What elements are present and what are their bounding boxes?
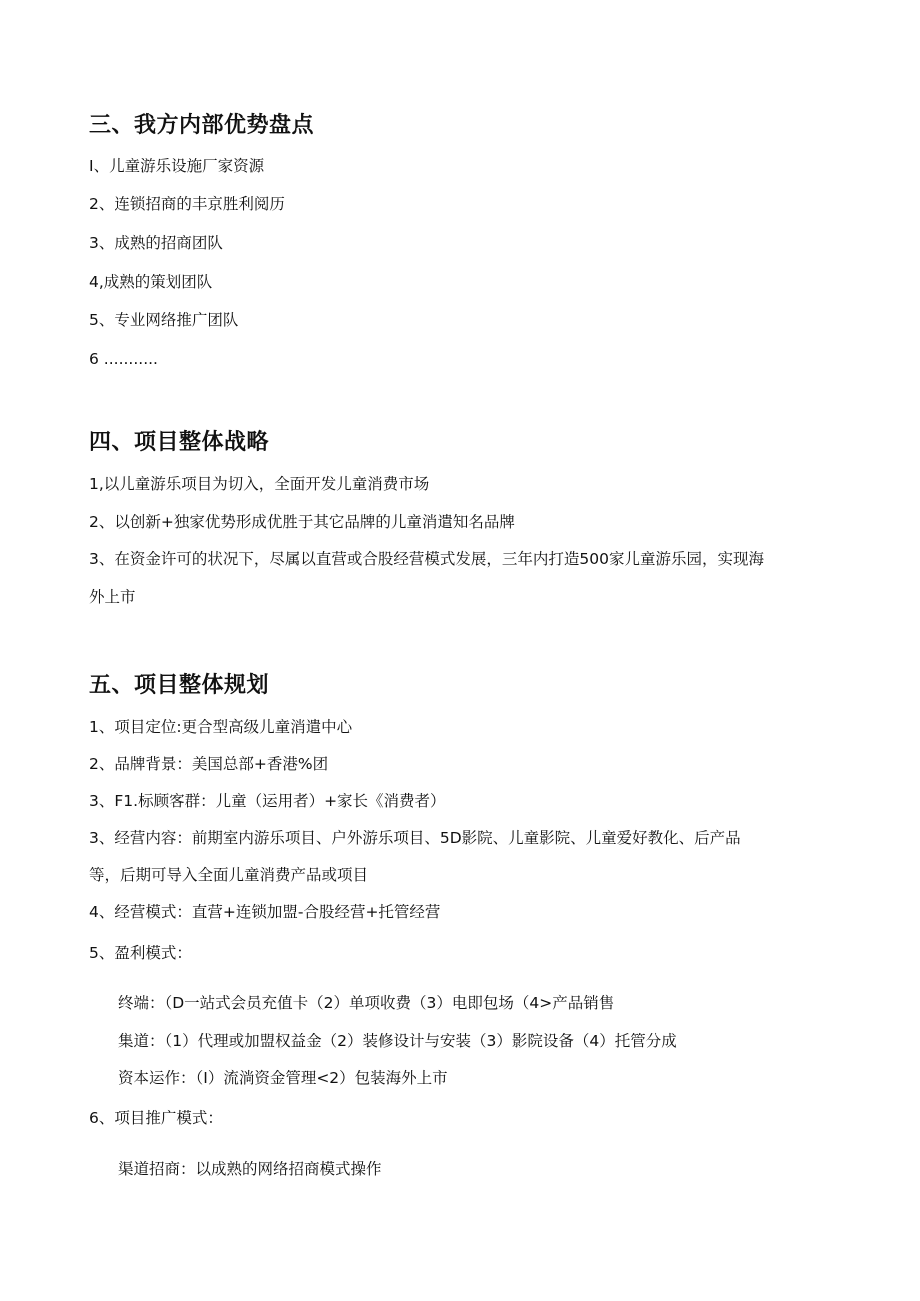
section-5-item-1: 1、项目定位:更合型高级儿童消遣中心 — [89, 718, 353, 736]
section-3-item-3: 3、成熟的招商团队 — [89, 234, 223, 252]
profit-channel: 集道：（1）代理或加盟权益金（2）装修设计与安装（3）影院设备（4）托管分成 — [118, 1032, 677, 1050]
profit-terminal: 终端：（D一站式会员充值卡（2）单项收费（3）电即包场（4>产品销售 — [118, 994, 615, 1012]
section-5-item-3: 3、F1.标顾客群：儿童（运用者）+家长《消费者） — [89, 792, 446, 810]
section-5-item-4: 3、经营内容：前期室内游乐项目、户外游乐项目、5D影院、儿童影院、儿童爱好教化、后产品 — [89, 829, 741, 847]
section-4-item-3: 3、在资金许可的状况下，尽属以直营或合股经营模式发展，三年内打造500家儿童游乐园，实现海 — [89, 550, 764, 568]
section-5-item-2: 2、品牌背景：美国总部+香港%团 — [89, 755, 329, 773]
section-3-item-5: 5、专业网络推广团队 — [89, 311, 239, 329]
section-3-item-4: 4,成熟的策划团队 — [89, 273, 213, 291]
section-4-item-2: 2、以创新+独家优势形成优胜于其它品牌的儿童消遣知名品牌 — [89, 513, 515, 531]
section-5-item-promo: 6、项目推广模式： — [89, 1109, 223, 1127]
section-3-item-2: 2、连锁招商的丰京胜利阅历 — [89, 195, 285, 213]
section-5-item-5: 4、经营模式：直营+连锁加盟-合股经营+托管经营 — [89, 903, 441, 921]
section-3-item-6: 6 ........... — [89, 350, 158, 368]
section-4-item-1: 1,以儿童游乐项目为切入，全面开发儿童消费市场 — [89, 475, 430, 493]
section-5-item-6: 5、盈利模式： — [89, 944, 192, 962]
section-3-item-1: I、儿童游乐设施厂家资源 — [89, 157, 265, 175]
section-3-heading: 三、我方内部优势盘点 — [89, 113, 315, 138]
promo-channel: 渠道招商：以成熟的网络招商模式操作 — [118, 1160, 382, 1178]
section-5-heading: 五、项目整体规划 — [89, 673, 270, 698]
section-5-item-4-cont: 等，后期可导入全面儿童消费产品或项目 — [89, 866, 369, 884]
section-4-item-3-cont: 外上市 — [89, 588, 136, 606]
profit-capital: 资本运作：（I）流淌资金管理<2）包装海外上市 — [118, 1069, 448, 1087]
section-4-heading: 四、项目整体战略 — [89, 430, 270, 455]
